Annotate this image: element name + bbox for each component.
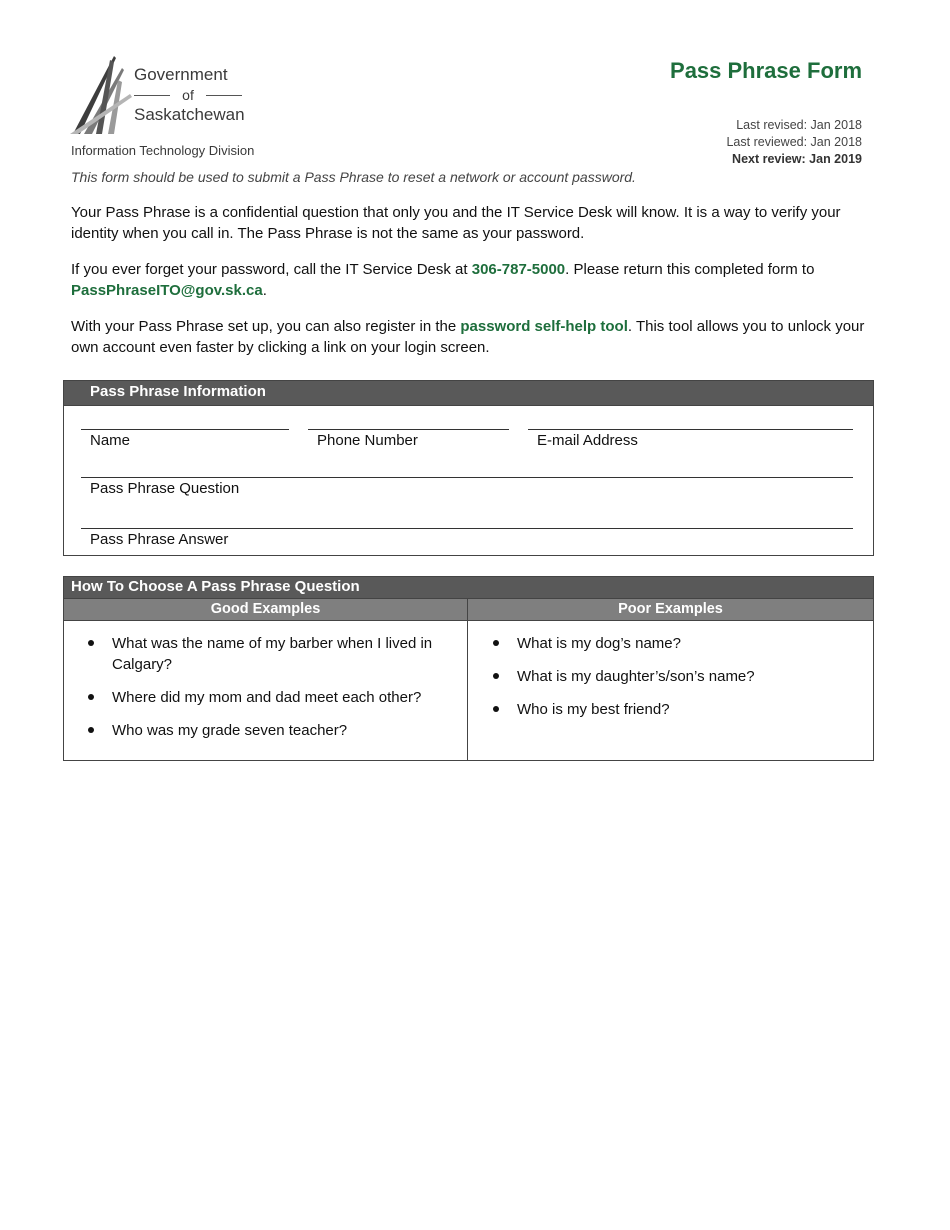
name-input-line[interactable]	[81, 429, 289, 430]
paragraph-pass-phrase-intro: Your Pass Phrase is a confidential question that only you and the IT Service Desk will know. It is a way to verify your identity when you call in. The Pass Phrase is not the same as your password.	[71, 204, 841, 242]
pass-phrase-information-box	[63, 380, 874, 556]
logo-text-of: of	[134, 86, 242, 104]
good-example-item: What was the name of my barber when I lived in Calgary?	[83, 633, 458, 675]
examples-table	[63, 576, 874, 761]
examples-heading: How To Choose A Pass Phrase Question	[64, 577, 873, 598]
email-label: E-mail Address	[537, 432, 638, 449]
next-review: Next review: Jan 2019	[732, 152, 862, 166]
answer-input-line[interactable]	[81, 528, 853, 529]
email-link[interactable]: PassPhraseITO@gov.sk.ca	[71, 282, 263, 299]
division-name: Information Technology Division	[71, 143, 255, 158]
name-label: Name	[90, 432, 131, 449]
phone-input-line[interactable]	[308, 429, 509, 430]
poor-examples-column	[488, 633, 863, 732]
last-revised: Last revised: Jan 2018	[736, 118, 862, 132]
question-label: Pass Phrase Question	[90, 480, 240, 497]
form-intro: This form should be used to submit a Pass Phrase to reset a network or account password.	[71, 169, 636, 185]
government-logo	[70, 54, 250, 136]
column-divider	[467, 598, 468, 760]
phone-label: Phone Number	[317, 432, 418, 449]
info-box-heading: Pass Phrase Information	[64, 381, 873, 406]
question-input-line[interactable]	[81, 477, 853, 478]
good-examples-heading: Good Examples	[64, 598, 467, 621]
poor-example-item: What is my daughter’s/son’s name?	[488, 666, 863, 687]
password-self-help-link[interactable]: password self-help tool	[460, 318, 628, 335]
logo-text-saskatchewan: Saskatchewan	[134, 105, 245, 124]
wheat-logo-icon	[70, 54, 134, 136]
last-reviewed: Last reviewed: Jan 2018	[726, 135, 862, 149]
contact-text-pre: If you ever forget your password, call the IT Service Desk at	[71, 261, 472, 278]
poor-example-item: Who is my best friend?	[488, 699, 863, 720]
poor-examples-heading: Poor Examples	[468, 598, 873, 621]
service-desk-phone-link[interactable]: 306-787-5000	[471, 261, 566, 278]
paragraph-contact	[71, 259, 871, 301]
good-example-item: Who was my grade seven teacher?	[83, 720, 458, 741]
good-example-item: Where did my mom and dad meet each other?	[83, 687, 458, 708]
self-help-text-post: . This tool allows you to unlock your own account even faster by clicking a link on your login screen.	[71, 318, 865, 356]
email-input-line[interactable]	[528, 429, 853, 430]
page-title: Pass Phrase Form	[670, 58, 862, 83]
revision-info	[726, 117, 862, 168]
poor-example-item: What is my dog’s name?	[488, 633, 863, 654]
good-examples-column	[83, 633, 458, 753]
self-help-text-pre: With your Pass Phrase set up, you can also register in the	[71, 318, 461, 335]
contact-text-mid: . Please return this completed form to	[565, 261, 815, 278]
logo-text-government: Government	[134, 65, 228, 84]
answer-label: Pass Phrase Answer	[90, 531, 229, 548]
paragraph-self-help	[71, 316, 871, 358]
contact-text-post: .	[262, 282, 267, 299]
